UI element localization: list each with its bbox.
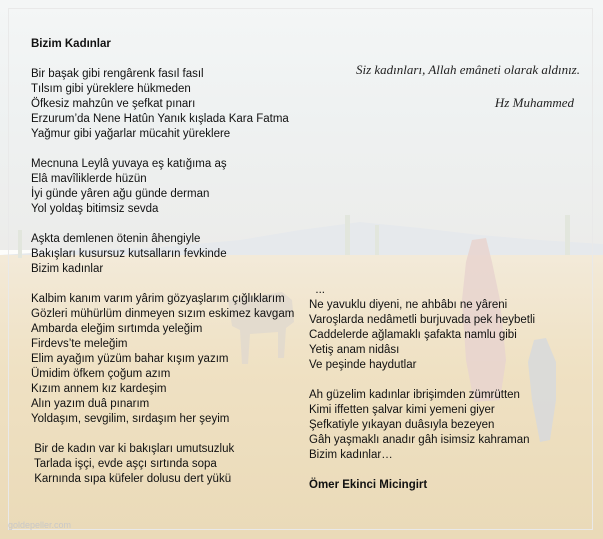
poem-line: Bizim kadınlar… (309, 449, 393, 461)
poem-line: Elim ayağım yüzüm bahar kışım yazım (31, 353, 229, 365)
quote-author: Hz Muhammed (494, 95, 574, 110)
poem-line: Bir başak gibi rengârenk fasıl fasıl (31, 68, 204, 80)
poem-line: Yol yoldaş bitimsiz sevda (31, 203, 159, 215)
stanza (309, 388, 579, 463)
stanza (31, 442, 321, 487)
poem-line: Caddelerde ağlamaklı şafakta namlu gibi (309, 329, 517, 341)
stanza (309, 283, 579, 373)
hadith-quote: Siz kadınları, Allah emâneti olarak aldınız. (355, 62, 580, 77)
poem-line: Erzurum’da Nene Hatûn Yanık kışlada Kara Fatma (31, 113, 289, 125)
poem-line: ... (309, 284, 325, 296)
poem-line: Gâh yaşmaklı anadır gâh isimsiz kahraman (309, 434, 530, 446)
poem-line: İyi günde yâren ağu günde derman (31, 188, 210, 200)
poem-line: Yağmur gibi yağarlar mücahit yüreklere (31, 128, 231, 140)
poem-line: Ne yavuklu diyeni, ne ahbâbı ne yâreni (309, 299, 508, 311)
poem-line: Bir de kadın var ki bakışları umutsuzluk (31, 443, 235, 455)
poem-line: Ambarda eleğim sırtımda yeleğim (31, 323, 203, 335)
poem-line: Öfkesiz mahzûn ve şefkat pınarı (31, 98, 196, 110)
poem-line: Ve peşinde haydutlar (309, 359, 417, 371)
right-poem (309, 283, 579, 493)
poem-line: Bakışları kusursuz kutsalların fevkinde (31, 248, 227, 260)
poem-line: Firdevs’te meleğim (31, 338, 128, 350)
poem-line: Alın yazım duâ pınarım (31, 398, 150, 410)
poem-line: Kalbim kanım varım yârim gözyaşlarım çığlıklarım (31, 293, 285, 305)
poem-line: Mecnuna Leylâ yuvaya eş katığıma aş (31, 158, 227, 170)
poem-line: Yoldaşım, sevgilim, sırdaşım her şeyim (31, 413, 230, 425)
poem-line: Varoşlarda nedâmetli burjuvada pek heybetli (309, 314, 536, 326)
stanza (31, 292, 321, 427)
stanza (31, 67, 321, 142)
poem-author: Ömer Ekinci Micingirt (309, 479, 428, 491)
site-watermark: goldepeller.com (8, 520, 72, 530)
poem-line: Aşkta demlenen ötenin âhengiyle (31, 233, 201, 245)
poem-line: Yetiş anam nidâsı (309, 344, 400, 356)
poem-line: Kimi iffetten şalvar kimi yemeni giyer (309, 404, 495, 416)
poem-line: Bizim kadınlar (31, 263, 104, 275)
stanza (31, 232, 321, 277)
poem-line: Kızım annem kız kardeşim (31, 383, 167, 395)
poem-line: Elâ mavîliklerde hüzün (31, 173, 147, 185)
poem-line: Ümidim öfkem çoğum azım (31, 368, 171, 380)
poem-line: Şefkatiyle yıkayan duâsıyla bezeyen (309, 419, 495, 431)
poem-line: Karnında sıpa küfeler dolusu dert yükü (31, 473, 232, 485)
poem-line: Gözleri mühürlüm dinmeyen sızım eskimez kavgam (31, 308, 295, 320)
poem-line: Tılsım gibi yüreklere hükmeden (31, 83, 191, 95)
poem-title: Bizim Kadınlar (31, 38, 111, 50)
stanza (31, 157, 321, 217)
poem-line: Tarlada işçi, evde aşçı sırtında sopa (31, 458, 217, 470)
poem-line: Ah güzelim kadınlar ibrişimden zümrütten (309, 389, 520, 401)
left-poem (31, 37, 321, 502)
